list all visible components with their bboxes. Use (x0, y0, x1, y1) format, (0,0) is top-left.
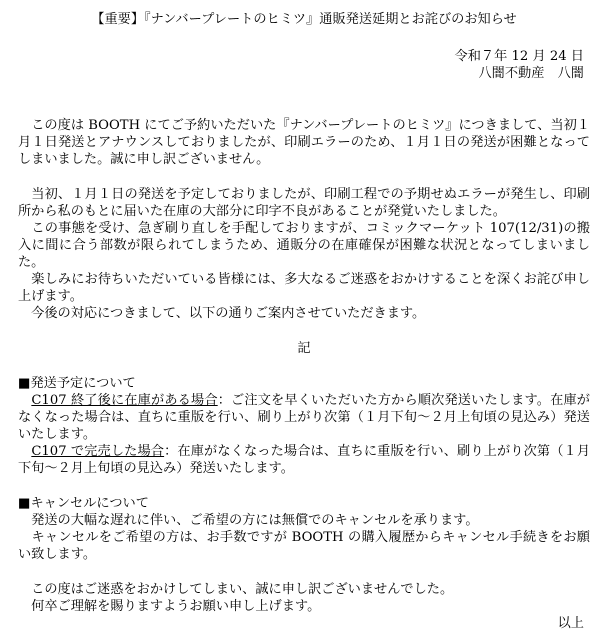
cancel-heading: ■キャンセルについて (18, 496, 149, 511)
case-in-stock-label: C107 終了後に在庫がある場合 (31, 393, 218, 408)
paragraph-apology: この度は BOOTH にてご予約いただいた『ナンバープレートのヒミツ』につきまして、当初１月１日発送とアナウンスしておりましたが、印刷エラーのため、１月１日の発送が困難となってしまいました。誠に申し訳ございません。 (18, 118, 590, 167)
document-title: 【重要】『ナンバープレートのヒミツ』通販発送延期とお詫びのお知らせ (91, 12, 517, 27)
case-in-stock-text: ：ご注文を早くいただいた方から順次発送いたします。在庫がなくなった場合は、直ちに重版を行い、刷り上がり次第（１月下旬～２月上旬頃の見込み）発送いたします。 (18, 393, 590, 442)
shipping-case-sold-out (18, 443, 590, 477)
paragraph-deep-apology: 楽しみにお待ちいただいている皆様には、多大なるご迷惑をおかけすることを深くお詫び申し上げます。 (18, 272, 590, 304)
document-date: 令和７年 12 月 24 日 (454, 49, 584, 64)
paragraph-reprint: この事態を受け、急ぎ刷り直しを手配しておりますが、コミックマーケット 107(12/31)の搬入に間に合う部数が限られてしまうため、通販分の在庫確保が困難な状況となってしまいました。 (18, 221, 590, 270)
cancel-line-free: 発送の大幅な遅れに伴い、ご希望の方には無償でのキャンセルを承ります。 (18, 513, 479, 528)
paragraph-cause: 当初、１月１日の発送を予定しておりましたが、印刷工程での予期せぬエラーが発生し、印刷所から私のもとに届いた在庫の大部分に印字不良があることが発覚いたしました。 (18, 187, 590, 219)
shipping-heading: ■発送予定について (18, 376, 136, 391)
paragraph-guidance: 今後の対応につきまして、以下の通りご案内させていただきます。 (18, 306, 426, 321)
ki-marker: 記 (297, 341, 311, 356)
closing-request: 何卒ご理解を賜りますようお願い申し上げます。 (18, 599, 321, 614)
case-sold-out-label: C107 で完売した場合 (31, 444, 165, 459)
end-marker: 以上 (557, 616, 584, 631)
shipping-case-in-stock (18, 392, 590, 443)
case-sold-out-text: ：在庫がなくなった場合は、直ちに重版を行い、刷り上がり次第（１月下旬～２月上旬頃の見込み）発送いたします。 (18, 444, 591, 476)
document-signer: 八闇不動産 八闇 (478, 66, 584, 81)
document-body (18, 117, 590, 632)
cancel-line-procedure: キャンセルをご希望の方は、お手数ですが BOOTH の購入履歴からキャンセル手続きをお願い致します。 (18, 530, 590, 562)
closing-apology: この度はご迷惑をおかけしてしまい、誠に申し訳ございませんでした。 (18, 582, 454, 597)
